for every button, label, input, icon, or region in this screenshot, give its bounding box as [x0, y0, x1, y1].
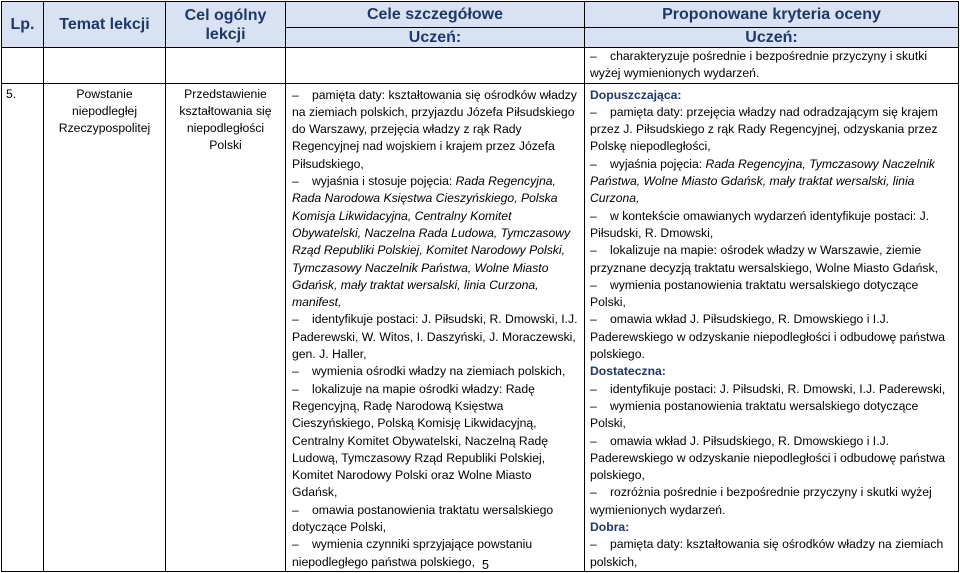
continuation-bullet: – charakteryzuje pośrednie i bezpośrednie przyczyny i skutki — [590, 49, 928, 63]
header-uczen-kryteria: Uczeń: — [585, 28, 959, 48]
list-item: – wyjaśnia pojęcia: Rada Regencyjna, Tymczasowy Naczelnik Państwa, Wolne Miasto Gdańsk, mały traktat wersalski, linia Curzona, — [590, 156, 935, 206]
list-item: – wymienia postanowienia traktatu wersalskiego dotyczące Polski, — [590, 398, 919, 431]
list-item: – lokalizuje na mapie: ośrodek władzy w Warszawie, ziemie przyznane decyzją traktatu wersalskiego, Wolne Miasto Gdańsk, — [590, 243, 938, 275]
empty-cell — [286, 48, 585, 84]
lesson-topic: Powstanie niepodległej Rzeczypospolitej — [44, 83, 166, 571]
list-item: – identyfikuje postaci: J. Piłsudski, R. Dmowski, I.J. Paderewski, W. Witos, I. Daszyński, J. Moraczewski, gen. J. Haller, — [292, 312, 578, 362]
list-item: – wyjaśnia i stosuje pojęcia: Rada Regencyjna, Rada Narodowa Księstwa Cieszyńskiego, Polska Komisja Likwidacyjna, Centralny Komitet Obywatelski, Naczelna Rada Ludowa, Tymczasowy Rząd Republiki Polskiej, Komitet Narodowy Polski, Tymczasowy Naczelnik Państwa, Wolne Miasto Gdańsk, mały traktat wersalski, linia Curzona, manifest, — [292, 174, 571, 310]
header-kryteria: Proponowane kryteria oceny — [585, 2, 959, 28]
list-item: – wymienia postanowienia traktatu wersalskiego dotyczące Polski, — [590, 277, 919, 310]
list-item: – w kontekście omawianych wydarzeń identyfikuje postaci: J. Piłsudski, R. Dmowski, — [590, 208, 930, 240]
list-item: – pamięta daty: kształtowania się ośrodków władzy na ziemiach polskich, przyjazdu Józefa Piłsudskiego do Warszawy, przejęcia władzy z rąk Rady Regencyjnej nad wojskiem i krajem przez Józefa Piłsudskiego, — [292, 87, 577, 171]
header-lp: Lp. — [2, 2, 44, 48]
list-item: – omawia postanowienia traktatu wersalskiego dotyczące Polski, — [292, 502, 554, 535]
list-item: – identyfikuje postaci: J. Piłsudski, R. Dmowski, I.J. Paderewski, — [590, 381, 946, 396]
continuation-cell — [585, 48, 959, 84]
list-item: – pamięta daty: przejęcia władzy nad odradzającym się krajem przez J. Piłsudskiego z rąk Rady Regencyjnej, odzyskania przez Polskę niepodległości, — [590, 104, 938, 154]
grade-dopuszczajaca: Dopuszczająca: — [590, 87, 682, 102]
list-item: – omawia wkład J. Piłsudskiego, R. Dmowskiego i I.J. Paderewskiego w odzyskanie niepodległości i odbudowę państwa polskiego. — [590, 312, 946, 362]
criteria-cell — [585, 83, 959, 571]
list-item: – pamięta daty: kształtowania się ośrodków władzy na ziemiach polskich, — [590, 537, 944, 569]
list-item: – rozróżnia pośrednie i bezpośrednie przyczyny i skutki wyżej wymienionych wydarzeń. — [590, 485, 932, 517]
lesson-goal: Przedstawienie kształtowania się niepodległości Polski — [166, 83, 286, 571]
header-goal: Cel ogólny lekcji — [166, 2, 286, 48]
list-item: – wymienia czynniki sprzyjające powstaniu niepodległego państwa polskiego, — [292, 537, 533, 569]
row-number: 5. — [2, 83, 44, 571]
specific-goals-cell — [286, 83, 585, 571]
header-uczen-cele: Uczeń: — [286, 28, 585, 48]
list-item: – omawia wkład J. Piłsudskiego, R. Dmowskiego i I.J. Paderewskiego w odzyskanie niepodległości i odbudowę państwa polskiego, — [590, 433, 946, 483]
empty-cell — [44, 48, 166, 84]
page-number: 5 — [482, 558, 489, 572]
empty-cell — [2, 48, 44, 84]
grade-dostateczna: Dostateczna: — [590, 364, 666, 379]
list-item: – wymienia ośrodki władzy na ziemiach polskich, — [292, 364, 566, 379]
grade-dobra: Dobra: — [590, 520, 630, 535]
curriculum-table — [1, 1, 959, 572]
empty-cell — [166, 48, 286, 84]
header-cele: Cele szczegółowe — [286, 2, 585, 28]
header-topic: Temat lekcji — [44, 2, 166, 48]
continuation-line: wyżej wymienionych wydarzeń. — [590, 66, 760, 81]
list-item: – lokalizuje na mapie ośrodki władzy: Radę Regencyjną, Radę Narodową Księstwa Cieszyńskiego, Polską Komisję Likwidacyjną, Centralny Komitet Obywatelski, Naczelną Radę Ludową, Tymczasowy Rząd Republiki Polskiej, Komitet Narodowy Polski oraz Wolne Miasto Gdańsk, — [292, 381, 549, 500]
